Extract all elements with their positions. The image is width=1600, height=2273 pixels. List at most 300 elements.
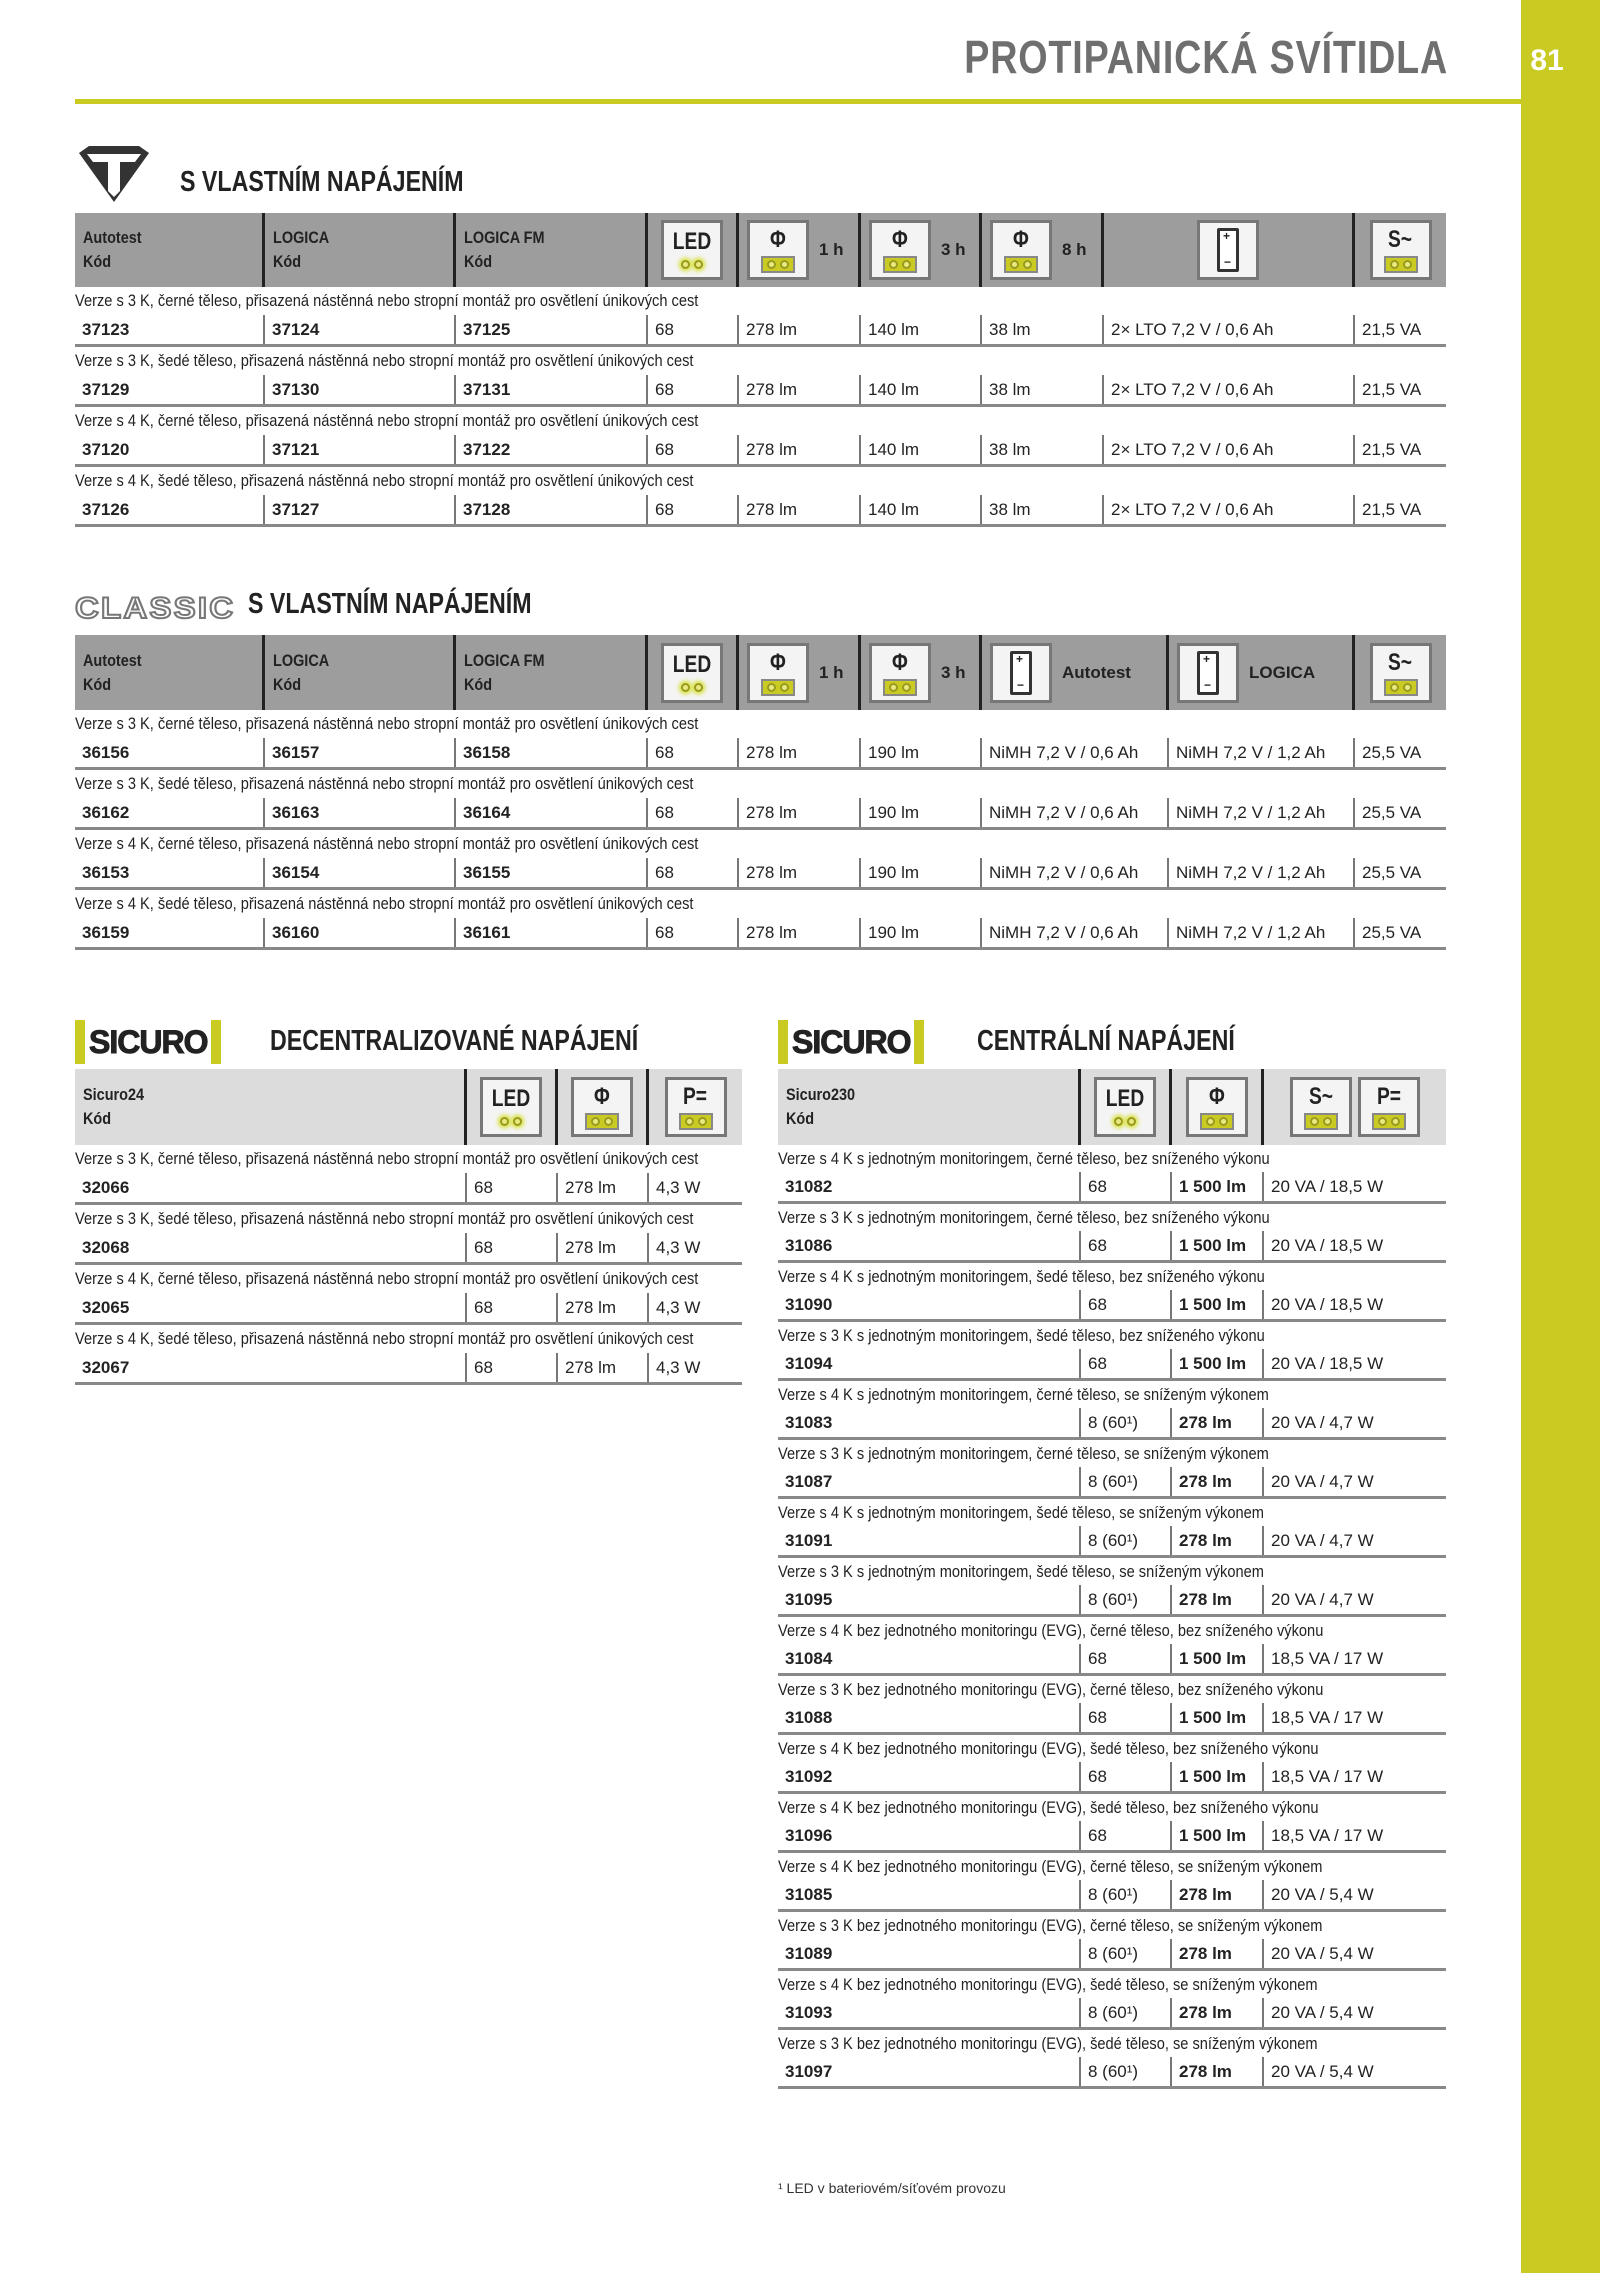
table-row [75,918,1446,950]
logo-text: SICURO [792,1023,911,1060]
table-row [778,1585,1446,1617]
table-row [778,1231,1446,1263]
product-table-decentralized [75,1069,742,1385]
product-code-cell: 36156 [75,738,265,767]
page-number: 81 [1530,44,1564,77]
table-row [75,1293,742,1325]
header-logica-fm [456,635,648,710]
spec-cell: 20 VA / 4,7 W [1271,1531,1374,1550]
spec-cell: 25,5 VA [1362,803,1422,822]
sicuro-logo [75,1020,245,1064]
spec-cell: 1 500 lm [1172,1231,1264,1260]
header-battery [1104,213,1355,287]
logo-text: SICURO [89,1023,208,1060]
icon-glyph: Φ [770,648,786,676]
product-code-cell: 37127 [265,495,456,524]
variant-description: Verze s 3 K, šedé těleso, přisazená nástěnná nebo stropní montáž pro osvětlení únikových cest [75,351,694,370]
spec-cell: 20 VA / 4,7 W [1271,1590,1374,1609]
spec-cell: NiMH 7,2 V / 1,2 Ah [1169,798,1355,827]
table-row [75,1353,742,1385]
spec-cell: 8 (60¹) [1081,2057,1172,2086]
table-header [75,635,1446,710]
header-label: LOGICA FM [464,228,545,247]
variant-description: Verze s 3 K s jednotným monitoringem, černé těleso, se sníženým výkonem [778,1444,1269,1463]
table-header [778,1069,1446,1145]
spec-cell: 68 [1081,1290,1172,1319]
table-row [778,1762,1446,1794]
spec-cell: NiMH 7,2 V / 0,6 Ah [982,738,1169,767]
variant-description: Verze s 3 K bez jednotného monitoringu (EVG), šedé těleso, se sníženým výkonem [778,2034,1318,2053]
spec-cell: 278 lm [558,1293,649,1322]
product-code-cell: 31097 [778,2057,1081,2086]
spec-cell: 68 [648,435,739,464]
spec-cell: 68 [648,798,739,827]
spec-cell: 68 [1081,1703,1172,1732]
spec-cell: 68 [1081,1762,1172,1791]
header-label: Kód [464,674,493,694]
product-code-cell: 31087 [778,1467,1081,1496]
spec-cell: NiMH 7,2 V / 0,6 Ah [982,918,1169,947]
spec-cell: 278 lm [558,1233,649,1262]
product-code-cell: 31096 [778,1821,1081,1850]
spec-cell: 1 500 lm [1172,1172,1264,1201]
product-code-cell: 37121 [265,435,456,464]
icon-glyph: S~ [1308,1083,1334,1110]
product-code-cell: 36153 [75,858,265,887]
led-icon [1094,1077,1156,1137]
table-row [778,1644,1446,1676]
led-icon [480,1077,542,1137]
header-apparent-power [1355,635,1446,710]
product-code-cell: 36157 [265,738,456,767]
variant-description: Verze s 3 K s jednotným monitoringem, černé těleso, bez sníženého výkonu [778,1208,1270,1227]
variant-description: Verze s 4 K bez jednotného monitoringu (EVG), šedé těleso, bez sníženého výkonu [778,1798,1319,1817]
header-logica [265,635,456,710]
spec-cell: 2× LTO 7,2 V / 0,6 Ah [1104,375,1355,404]
spec-cell: 20 VA / 18,5 W [1271,1354,1384,1373]
variant-description: Verze s 3 K s jednotným monitoringem, šedé těleso, se sníženým výkonem [778,1562,1264,1581]
spec-cell: 20 VA / 5,4 W [1271,2003,1374,2022]
icon-glyph: LED [672,228,712,255]
spec-cell: 68 [467,1173,558,1202]
spec-cell: 4,3 W [656,1238,701,1257]
variant-description: Verze s 4 K bez jednotného monitoringu (EVG), černé těleso, se sníženým výkonem [778,1857,1323,1876]
spec-cell: 278 lm [1172,1880,1264,1909]
spec-cell: 278 lm [739,738,861,767]
luminous-flux-icon [747,643,809,703]
spec-cell: NiMH 7,2 V / 1,2 Ah [1169,738,1355,767]
spec-cell: 4,3 W [656,1178,701,1197]
spec-cell: 20 VA / 18,5 W [1271,1295,1384,1314]
header-label: Autotest [83,650,142,670]
spec-cell: 8 (60¹) [1081,1880,1172,1909]
luminous-flux-icon [1186,1077,1248,1137]
table-row [778,1821,1446,1853]
variant-description: Verze s 4 K s jednotným monitoringem, černé těleso, se sníženým výkonem [778,1385,1269,1404]
led-icon [661,220,723,280]
table-row [778,1880,1446,1912]
spec-cell: 1 500 lm [1172,1644,1264,1673]
table-row [75,375,1446,407]
product-code-cell: 32066 [75,1173,467,1202]
product-code-cell: 31091 [778,1526,1081,1555]
spec-cell: 68 [648,918,739,947]
spec-cell: 278 lm [739,858,861,887]
icon-glyph: P= [1376,1083,1402,1110]
header-led [467,1069,558,1145]
product-table-self-powered [75,213,1446,527]
spec-cell: 140 lm [861,375,982,404]
spec-cell: 68 [648,495,739,524]
product-code-cell: 36162 [75,798,265,827]
header-label: Autotest [83,228,142,247]
spec-cell: 140 lm [861,315,982,344]
spec-cell: 8 (60¹) [1081,1408,1172,1437]
icon-glyph: Φ [892,648,908,676]
apparent-power-icon [1370,643,1432,703]
variant-description: Verze s 4 K s jednotným monitoringem, šedé těleso, se sníženým výkonem [778,1503,1264,1522]
spec-cell: 68 [1081,1644,1172,1673]
product-code-cell: 31095 [778,1585,1081,1614]
variant-description: Verze s 4 K bez jednotného monitoringu (EVG), šedé těleso, se sníženým výkonem [778,1975,1318,1994]
spec-cell: 18,5 VA / 17 W [1271,1708,1384,1727]
product-code-cell: 31084 [778,1644,1081,1673]
icon-glyph: Φ [892,226,908,253]
spec-cell: 278 lm [739,435,861,464]
product-code-cell: 31082 [778,1172,1081,1201]
spec-cell: 278 lm [739,798,861,827]
variant-description: Verze s 3 K, černé těleso, přisazená nástěnná nebo stropní montáž pro osvětlení únikových cest [75,714,699,733]
section-title: DECENTRALIZOVANÉ NAPÁJENÍ [270,1025,639,1057]
luminous-flux-icon [990,220,1052,280]
header-battery-logica [1169,635,1355,710]
product-code-cell: 37122 [456,435,648,464]
spec-cell: 278 lm [1172,1585,1264,1614]
header-label: LOGICA FM [464,650,545,670]
product-code-cell: 36158 [456,738,648,767]
spec-cell: 20 VA / 5,4 W [1271,1944,1374,1963]
product-code-cell: 37126 [75,495,265,524]
spec-cell: 68 [467,1353,558,1382]
spec-cell: NiMH 7,2 V / 0,6 Ah [982,798,1169,827]
active-power-icon [1358,1077,1420,1137]
header-label: Kód [83,252,112,271]
icon-glyph: Φ [770,226,786,253]
product-code-cell: 36159 [75,918,265,947]
spec-cell: 68 [467,1233,558,1262]
battery-icon [990,643,1052,703]
variant-description: Verze s 3 K bez jednotného monitoringu (EVG), černé těleso, bez sníženého výkonu [778,1680,1324,1699]
variant-description: Verze s 3 K bez jednotného monitoringu (EVG), černé těleso, se sníženým výkonem [778,1916,1323,1935]
variant-description: Verze s 4 K, šedé těleso, přisazená nástěnná nebo stropní montáž pro osvětlení únikových cest [75,471,694,490]
icon-glyph: Φ [1013,226,1029,253]
table-row [778,1998,1446,2030]
header-flux-3h [861,635,982,710]
product-code-cell: 32067 [75,1353,467,1382]
table-row [75,738,1446,770]
spec-cell: 278 lm [739,918,861,947]
spec-cell: 1 500 lm [1172,1349,1264,1378]
header-label: Autotest [1062,662,1131,682]
luminous-flux-icon [869,220,931,280]
spec-cell: 38 lm [982,315,1104,344]
header-label: Kód [83,1109,112,1128]
spec-cell: 68 [648,738,739,767]
spec-cell: 18,5 VA / 17 W [1271,1649,1384,1668]
spec-cell: 68 [1081,1349,1172,1378]
luminous-flux-icon [747,220,809,280]
header-power [1264,1069,1446,1145]
table-row [778,1290,1446,1322]
icon-glyph: LED [491,1085,531,1112]
header-logica-fm [456,213,648,287]
product-code-cell: 31085 [778,1880,1081,1909]
header-flux [558,1069,649,1145]
spec-cell: 278 lm [558,1173,649,1202]
table-header [75,213,1446,287]
battery-icon [1197,220,1259,280]
product-code-cell: 31083 [778,1408,1081,1437]
header-label: LOGICA [273,228,330,247]
spec-cell: 20 VA / 18,5 W [1271,1177,1384,1196]
variant-description: Verze s 3 K, černé těleso, přisazená nástěnná nebo stropní montáž pro osvětlení únikových cest [75,1149,699,1168]
header-label: Sicuro24 [83,1085,145,1104]
header-label: Sicuro230 [786,1085,856,1104]
spec-cell: 68 [648,315,739,344]
spec-cell: 278 lm [739,315,861,344]
spec-cell: 278 lm [558,1353,649,1382]
product-code-cell: 37128 [456,495,648,524]
header-apparent-power [1355,213,1446,287]
spec-cell: 18,5 VA / 17 W [1271,1826,1384,1845]
product-code-cell: 31094 [778,1349,1081,1378]
icon-glyph: LED [672,650,712,678]
header-flux [1172,1069,1264,1145]
spec-cell: 1 500 lm [1172,1821,1264,1850]
header-flux-1h [739,213,861,287]
spec-cell: 278 lm [1172,1408,1264,1437]
section-title: S VLASTNÍM NAPÁJENÍM [248,588,532,620]
spec-cell: 278 lm [739,495,861,524]
classic-logo: CLASSIC [75,592,236,625]
header-led [648,635,739,710]
table-row [75,435,1446,467]
icon-glyph: Φ [594,1083,610,1110]
spec-cell: 68 [1081,1231,1172,1260]
spec-cell: 20 VA / 5,4 W [1271,1885,1374,1904]
apparent-power-icon [1370,220,1432,280]
table-row [75,315,1446,347]
t-shield-logo-icon [75,143,153,205]
spec-cell: 278 lm [1172,1939,1264,1968]
luminous-flux-icon [869,643,931,703]
variant-description: Verze s 4 K s jednotným monitoringem, černé těleso, bez sníženého výkonu [778,1149,1270,1168]
variant-description: Verze s 3 K s jednotným monitoringem, šedé těleso, bez sníženého výkonu [778,1326,1265,1345]
spec-cell: NiMH 7,2 V / 1,2 Ah [1169,918,1355,947]
spec-cell: 38 lm [982,435,1104,464]
product-code-cell: 37130 [265,375,456,404]
spec-cell: 18,5 VA / 17 W [1271,1767,1384,1786]
product-table-central [778,1069,1446,2089]
product-code-cell: 31086 [778,1231,1081,1260]
product-code-cell: 37124 [265,315,456,344]
product-code-cell: 36161 [456,918,648,947]
spec-cell: 4,3 W [656,1298,701,1317]
section-title: S VLASTNÍM NAPÁJENÍM [180,166,464,198]
table-row [778,1172,1446,1204]
header-autotest [75,213,265,287]
header-label: Kód [464,252,493,271]
spec-cell: 190 lm [861,918,982,947]
variant-description: Verze s 4 K, šedé těleso, přisazená nástěnná nebo stropní montáž pro osvětlení únikových cest [75,1329,694,1348]
product-code-cell: 36155 [456,858,648,887]
spec-cell: NiMH 7,2 V / 0,6 Ah [982,858,1169,887]
table-row [778,1703,1446,1735]
header-power [649,1069,742,1145]
product-code-cell: 37123 [75,315,265,344]
product-code-cell: 37125 [456,315,648,344]
product-code-cell: 31092 [778,1762,1081,1791]
product-code-cell: 37120 [75,435,265,464]
spec-cell: 278 lm [1172,2057,1264,2086]
spec-cell: 8 (60¹) [1081,1939,1172,1968]
variant-description: Verze s 4 K bez jednotného monitoringu (EVG), šedé těleso, bez sníženého výkonu [778,1739,1319,1758]
table-row [75,1233,742,1265]
spec-cell: 21,5 VA [1362,380,1422,399]
header-led [1081,1069,1172,1145]
product-code-cell: 31088 [778,1703,1081,1732]
table-row [778,2057,1446,2089]
product-code-cell: 31089 [778,1939,1081,1968]
product-code-cell: 36160 [265,918,456,947]
spec-cell: 1 500 lm [1172,1703,1264,1732]
table-row [778,1467,1446,1499]
spec-cell: 20 VA / 18,5 W [1271,1236,1384,1255]
product-code-cell: 36163 [265,798,456,827]
spec-cell: 190 lm [861,738,982,767]
table-header [75,1069,742,1145]
spec-cell: 68 [648,858,739,887]
icon-glyph: S~ [1388,226,1413,253]
variant-description: Verze s 4 K, černé těleso, přisazená nástěnná nebo stropní montáž pro osvětlení únikových cest [75,411,699,430]
side-color-strip [1521,0,1600,2273]
variant-description: Verze s 4 K bez jednotného monitoringu (EVG), černé těleso, bez sníženého výkonu [778,1621,1324,1640]
table-row [75,858,1446,890]
product-code-cell: 31093 [778,1998,1081,2027]
spec-cell: 25,5 VA [1362,743,1422,762]
product-code-cell: 36164 [456,798,648,827]
header-label: 1 h [819,662,844,682]
spec-cell: 140 lm [861,435,982,464]
spec-cell: 278 lm [1172,1526,1264,1555]
spec-cell: 38 lm [982,375,1104,404]
table-row [778,1939,1446,1971]
spec-cell: 8 (60¹) [1081,1467,1172,1496]
header-flux-1h [739,635,861,710]
product-code-cell: 37129 [75,375,265,404]
sicuro-logo [778,1020,948,1064]
spec-cell: 20 VA / 5,4 W [1271,2062,1374,2081]
header-divider [75,99,1521,104]
icon-glyph: S~ [1388,648,1413,676]
battery-icon [1177,643,1239,703]
product-code-cell: 37131 [456,375,648,404]
header-label: 1 h [819,240,844,259]
spec-cell: NiMH 7,2 V / 1,2 Ah [1169,858,1355,887]
header-label: Kód [273,674,302,694]
product-code-cell: 31090 [778,1290,1081,1319]
table-row [778,1408,1446,1440]
spec-cell: 20 VA / 4,7 W [1271,1413,1374,1432]
footnote: ¹ LED v bateriovém/síťovém provozu [778,2180,1006,2196]
spec-cell: 8 (60¹) [1081,1585,1172,1614]
spec-cell: 4,3 W [656,1358,701,1377]
led-icon [661,643,723,703]
variant-description: Verze s 3 K, šedé těleso, přisazená nástěnná nebo stropní montáž pro osvětlení únikových cest [75,774,694,793]
header-led [648,213,739,287]
spec-cell: 2× LTO 7,2 V / 0,6 Ah [1104,435,1355,464]
spec-cell: 8 (60¹) [1081,1526,1172,1555]
icon-glyph: Φ [1208,1083,1225,1110]
luminous-flux-icon [571,1077,633,1137]
header-label: LOGICA [273,650,330,670]
spec-cell: 25,5 VA [1362,923,1422,942]
spec-cell: 21,5 VA [1362,440,1422,459]
table-row [778,1349,1446,1381]
header-label: 3 h [941,240,966,259]
variant-description: Verze s 4 K s jednotným monitoringem, šedé těleso, bez sníženého výkonu [778,1267,1265,1286]
header-autotest [75,635,265,710]
product-code-cell: 32065 [75,1293,467,1322]
product-code-cell: 32068 [75,1233,467,1262]
spec-cell: 68 [1081,1172,1172,1201]
spec-cell: 8 (60¹) [1081,1998,1172,2027]
table-row [75,1173,742,1205]
product-code-cell: 36154 [265,858,456,887]
spec-cell: 278 lm [739,375,861,404]
apparent-power-icon [1290,1077,1352,1137]
spec-cell: 140 lm [861,495,982,524]
spec-cell: 278 lm [1172,1467,1264,1496]
spec-cell: 190 lm [861,798,982,827]
spec-cell: 38 lm [982,495,1104,524]
spec-cell: 190 lm [861,858,982,887]
spec-cell: 21,5 VA [1362,320,1422,339]
header-flux-3h [861,213,982,287]
spec-cell: 2× LTO 7,2 V / 0,6 Ah [1104,495,1355,524]
spec-cell: 2× LTO 7,2 V / 0,6 Ah [1104,315,1355,344]
spec-cell: 1 500 lm [1172,1290,1264,1319]
variant-description: Verze s 3 K, černé těleso, přisazená nástěnná nebo stropní montáž pro osvětlení únikových cest [75,291,699,310]
variant-description: Verze s 3 K, šedé těleso, přisazená nástěnná nebo stropní montáž pro osvětlení únikových cest [75,1209,694,1228]
header-flux-8h [982,213,1104,287]
header-logica [265,213,456,287]
page-title: PROTIPANICKÁ SVÍTIDLA [964,31,1448,83]
table-row [75,798,1446,830]
header-label: 3 h [941,662,966,682]
section-title: CENTRÁLNÍ NAPÁJENÍ [977,1025,1235,1057]
variant-description: Verze s 4 K, černé těleso, přisazená nástěnná nebo stropní montáž pro osvětlení únikových cest [75,834,699,853]
icon-glyph: P= [683,1083,708,1110]
variant-description: Verze s 4 K, černé těleso, přisazená nástěnná nebo stropní montáž pro osvětlení únikových cest [75,1269,699,1288]
header-label: LOGICA [1249,662,1316,682]
header-label: Kód [83,674,112,694]
header-label: Kód [786,1109,815,1128]
header-code [75,1069,467,1145]
table-row [75,495,1446,527]
spec-cell: 278 lm [1172,1998,1264,2027]
spec-cell: 68 [1081,1821,1172,1850]
